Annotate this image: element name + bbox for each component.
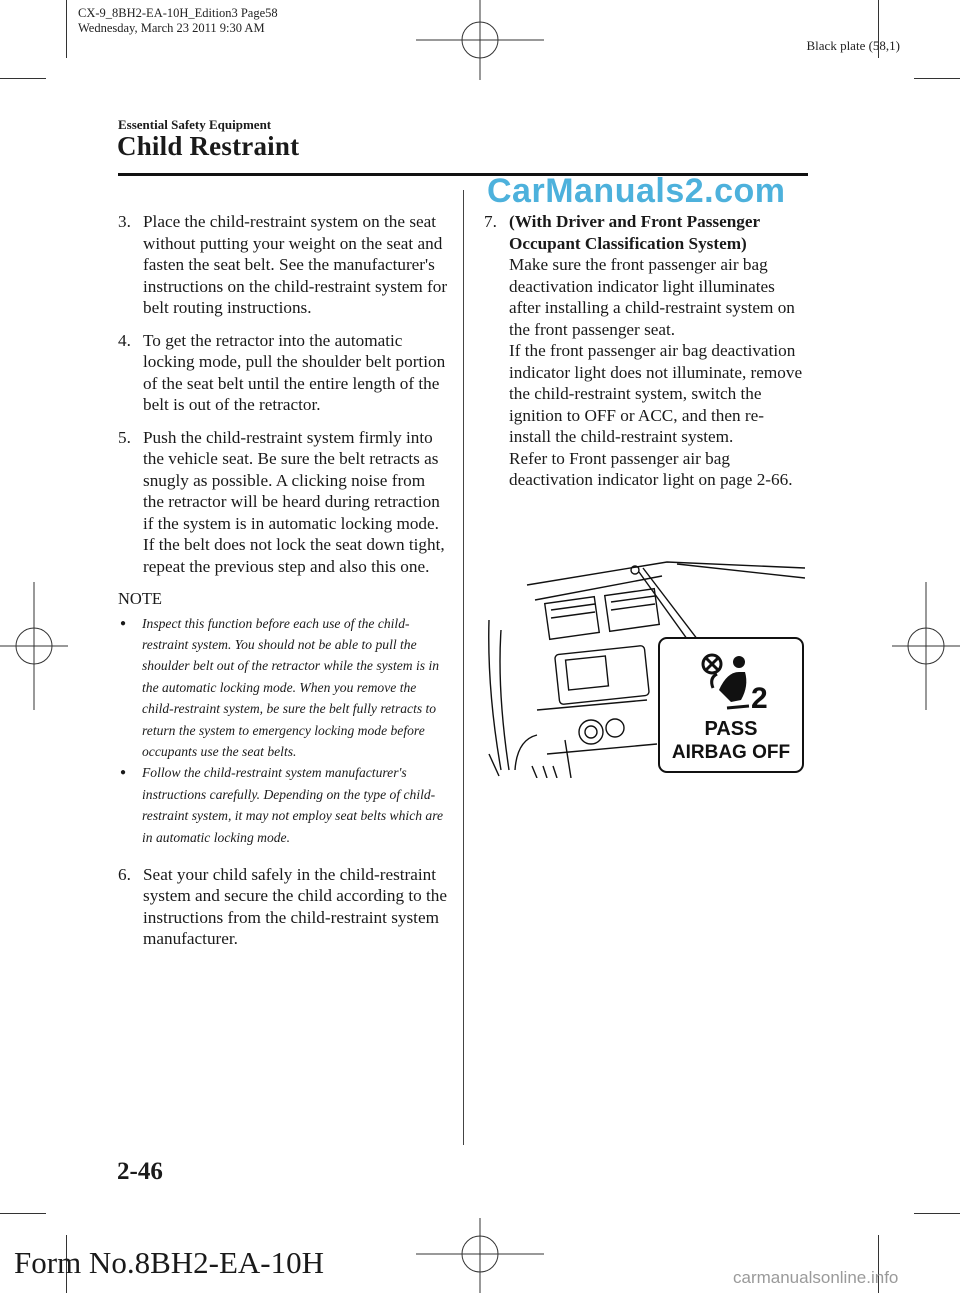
print-header <box>78 6 278 36</box>
form-number: Form No.8BH2-EA-10H <box>14 1245 324 1280</box>
registration-mark-top <box>416 0 544 80</box>
note-item <box>118 613 448 763</box>
step-number: 7. <box>484 212 497 231</box>
crop-mark <box>0 78 46 79</box>
step-text: To get the retractor into the automatic locking mode, pull the shoulder belt portion of the seat belt until the entire length of the belt is out of the retractor. <box>143 330 446 414</box>
indicator-pass-label: PASS <box>704 718 758 740</box>
step-5 <box>118 427 448 578</box>
print-header-date: Wednesday, March 23 2011 9:30 AM <box>78 21 265 35</box>
bullet-icon: ● <box>120 617 127 629</box>
watermark-url: carmanualsonline.info <box>733 1268 899 1287</box>
step-number: 6. <box>118 864 131 884</box>
step-text: If the front passenger air bag deactivation indicator light does not illuminate, remove the child-restraint system, switch the ignition to OFF or ACC, and then re-install the child-restraint system. <box>509 341 803 446</box>
plate-label: Black plate (58,1) <box>806 38 900 53</box>
step-text: Refer to Front passenger air bag deactivation indicator light on page 2-66. <box>509 448 793 489</box>
step-7 <box>484 211 804 491</box>
step-3 <box>118 211 448 319</box>
step-4 <box>118 330 448 416</box>
page-title: Child Restraint <box>117 131 300 161</box>
registration-mark-left <box>0 582 68 710</box>
note-list <box>118 613 448 848</box>
registration-mark-bottom <box>416 1218 544 1293</box>
note-heading: NOTE <box>118 589 162 608</box>
note-text: Follow the child-restraint system manufacturer's instructions carefully. Depending on the type of child-restraint system, it may not employ seat belts which are in automatic locking mode. <box>142 765 444 845</box>
right-column <box>484 211 804 502</box>
bullet-icon: ● <box>120 767 127 779</box>
registration-mark-right <box>892 582 960 710</box>
step-text: Seat your child safely in the child-restraint system and secure the child according to the instructions from the child-restraint system manufacturer. <box>143 864 448 949</box>
crop-mark <box>914 1213 960 1214</box>
step-text: Place the child-restraint system on the seat without putting your weight on the seat and fasten the seat belt. See the manufacturer's instructions on the child-restraint system for belt routing instructions. <box>143 212 448 317</box>
dashboard-illustration <box>487 540 805 778</box>
print-header-file: CX-9_8BH2-EA-10H_Edition3 Page58 <box>78 6 278 20</box>
column-divider <box>463 190 464 1145</box>
step-6 <box>118 864 448 950</box>
seat-number: 2 <box>751 682 768 715</box>
crop-mark <box>0 1213 46 1214</box>
step-number: 5. <box>118 427 131 447</box>
crop-mark <box>66 0 67 58</box>
step-text: Make sure the front passenger air bag deactivation indicator light illuminates after installing a child-restraint system on the front passenger seat. <box>509 255 795 339</box>
section-label: Essential Safety Equipment <box>118 117 272 132</box>
note-item <box>118 762 448 848</box>
watermark-logo: CarManuals2.com <box>487 172 786 210</box>
step-condition: (With Driver and Front Passenger Occupant Classification System) <box>509 212 760 253</box>
note-text: Inspect this function before each use of the child-restraint system. You should not be able to pull the shoulder belt out of the retractor while the system is in the automatic locking mode. When you remove the child-restraint system, be sure the belt fully retracts to return the system to emergency locking mode before occupants use the seat belts. <box>142 615 440 759</box>
step-number: 4. <box>118 330 131 350</box>
step-text: Push the child-restraint system firmly into the vehicle seat. Be sure the belt retracts as snugly as possible. A clicking noise from the retractor will be heard during retraction if the system is in automatic locking mode. If the belt does not lock the seat down tight, repeat the previous step and also this one. <box>143 427 445 576</box>
crop-mark <box>914 78 960 79</box>
page-number: 2-46 <box>117 1158 163 1185</box>
indicator-airbag-off-label: AIRBAG OFF <box>671 742 791 763</box>
left-column <box>118 211 448 961</box>
step-number: 3. <box>118 212 131 231</box>
